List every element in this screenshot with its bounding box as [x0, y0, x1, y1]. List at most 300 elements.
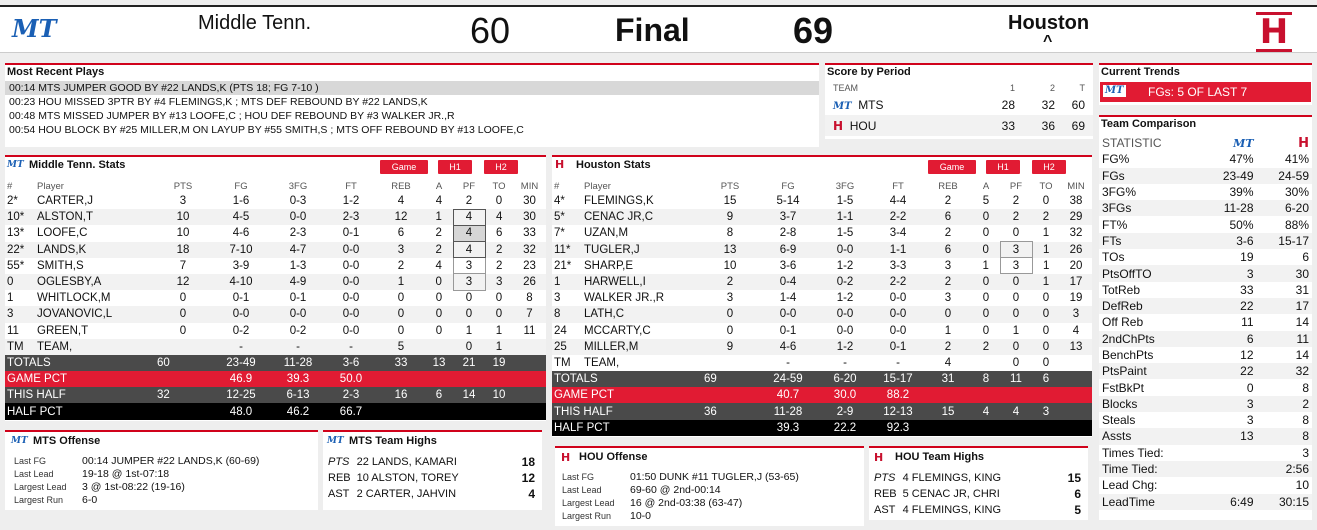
points: 0 [179, 324, 187, 337]
h1-button[interactable]: H1 [986, 160, 1020, 174]
free-throws: 4-4 [889, 195, 907, 208]
free-throws: 3-3 [889, 259, 907, 272]
rebounds: 12 [377, 209, 425, 225]
recent-plays-panel [5, 63, 819, 147]
turnovers: 0 [1032, 306, 1060, 322]
player-name: CENAC JR,C [582, 209, 702, 225]
column-header: # [7, 180, 13, 192]
comparison-row [1099, 184, 1312, 200]
minutes: 30 [523, 195, 536, 208]
field-goals: 3-7 [758, 209, 818, 225]
stat-name: Assts [1099, 428, 1201, 444]
rebounds: 31 [924, 371, 972, 387]
mts-value: 33 [1240, 282, 1254, 297]
rebounds [377, 403, 425, 419]
personal-fouls: 21 [453, 355, 485, 371]
player-row[interactable] [5, 274, 546, 290]
hou-value: 6 [1302, 250, 1309, 265]
h1-button[interactable]: H1 [438, 160, 472, 174]
three-pointers: 22.2 [818, 420, 872, 436]
hou-value: 15-17 [1257, 233, 1312, 249]
turnovers: 1 [1032, 242, 1060, 258]
rebounds: 2 [924, 274, 972, 290]
field-goals: 5-14 [776, 195, 800, 208]
field-goals: 1-4 [779, 292, 797, 305]
free-throws: 2-2 [872, 209, 924, 225]
points [155, 371, 211, 387]
points: 0 [179, 292, 187, 305]
three-pointers: 46.2 [271, 403, 325, 419]
assists [425, 371, 453, 387]
player-row[interactable] [552, 274, 1092, 290]
away-score: 60 [470, 10, 511, 51]
three-pointers: 0-2 [289, 324, 307, 337]
player-row[interactable] [5, 258, 546, 274]
turnovers: 1 [1032, 274, 1060, 290]
points: 13 [702, 242, 758, 258]
personal-fouls: 1 [1012, 324, 1020, 337]
minutes: 29 [1060, 209, 1092, 225]
minutes [1060, 403, 1092, 419]
turnovers: 3 [485, 274, 513, 290]
turnovers: 0 [1042, 292, 1050, 305]
home-team-name: Houston [1008, 12, 1090, 34]
team-comparison-panel [1099, 115, 1312, 520]
hou-value: 14 [1295, 348, 1309, 362]
player-name: WHITLOCK,M [37, 292, 111, 305]
trend-text: FGs: 5 OF LAST 7 [1148, 85, 1248, 99]
three-pointers: 39.3 [271, 371, 325, 387]
player-name: LOOFE,C [37, 227, 88, 240]
field-goals: - [786, 356, 790, 369]
assists: 0 [972, 306, 1000, 322]
h2-button[interactable]: H2 [1032, 160, 1066, 174]
jersey-number: TM [554, 356, 571, 369]
three-pointers: 4-7 [271, 242, 325, 258]
player-name: MILLER,M [582, 339, 702, 355]
team-comparison-title: Team Comparison [1101, 118, 1197, 130]
field-goals: 6-9 [758, 242, 818, 258]
hou-value: 8 [1257, 428, 1312, 444]
hou-value: 8 [1302, 413, 1309, 428]
three-pointers: 11-28 [271, 355, 325, 371]
mts-value [1201, 461, 1256, 477]
rebounds: 16 [377, 387, 425, 403]
score-by-period-panel [825, 63, 1093, 139]
mts-value: 23-49 [1201, 168, 1256, 184]
player-row[interactable] [5, 339, 546, 355]
free-throws: 3-6 [325, 355, 377, 371]
mts-stats-title: Middle Tenn. Stats [29, 159, 126, 171]
assists: 2 [435, 227, 442, 240]
player-row[interactable] [5, 193, 546, 209]
mt-logo-icon: MT [833, 100, 852, 112]
personal-fouls [453, 371, 485, 387]
offense-row [11, 480, 311, 493]
column-header: FT [345, 180, 357, 192]
row-label: HALF PCT [552, 420, 702, 436]
hou-value: 41% [1284, 152, 1309, 167]
mts-highs-panel [323, 430, 542, 510]
player-name: JOVANOVIC,L [35, 306, 155, 322]
stat-name: Off Reb [1102, 315, 1144, 330]
rebounds: 4 [397, 195, 405, 208]
player-name: TEAM, [584, 356, 620, 369]
personal-fouls: 11 [1000, 371, 1032, 387]
jersey-number: 3 [554, 292, 561, 305]
game-pct-row [552, 387, 1092, 403]
field-goals: 0-1 [779, 324, 797, 337]
comparison-row [1099, 282, 1312, 298]
player-row[interactable] [552, 355, 1092, 371]
period-table [825, 82, 1093, 94]
player-name: HARWELL,I [582, 274, 702, 290]
stat-name: TotReb [1102, 282, 1141, 297]
row-label: HALF PCT [5, 403, 155, 419]
field-goals: 0-2 [232, 324, 250, 337]
field-goals: 40.7 [758, 387, 818, 403]
field-goals: 46.9 [211, 371, 271, 387]
turnovers: 6 [496, 227, 503, 240]
high-player: 4 FLEMINGS, KING [902, 504, 1002, 516]
field-goals: 3-6 [779, 259, 797, 272]
half-pct-row [552, 420, 1092, 436]
hou-value: 24-59 [1257, 168, 1312, 184]
play-item: 00:54 HOU BLOCK BY #25 MILLER,M ON LAYUP BY #55 SMITH,S ; MTS OFF REBOUND BY #13 LOOFE,C [9, 124, 524, 136]
column-header: PTS [173, 180, 193, 192]
stat-name: FstBkPt [1102, 380, 1145, 395]
comparison-row [1099, 412, 1312, 428]
period-header: 1 [1009, 83, 1015, 93]
minutes: 26 [1060, 242, 1092, 258]
mts-value: 3 [1201, 396, 1256, 412]
minutes [1060, 371, 1092, 387]
jersey-number: 1 [552, 274, 582, 290]
player-name: LATH,C [582, 306, 702, 322]
mt-logo-icon: MT [11, 436, 28, 446]
offense-row [559, 470, 859, 483]
player-row[interactable] [5, 209, 546, 225]
player-row[interactable] [552, 225, 1092, 241]
comparison-header: STATISTIC [1102, 136, 1162, 151]
minutes: 3 [1060, 306, 1092, 322]
player-row[interactable] [5, 290, 546, 306]
rebounds: 3 [377, 242, 425, 258]
stat-name: FTs [1099, 233, 1201, 249]
turnovers: 19 [485, 355, 513, 371]
assists: 0 [972, 209, 1000, 225]
half-pct-row [5, 403, 546, 419]
turnovers: 0 [1032, 339, 1060, 355]
minutes: 33 [523, 227, 536, 240]
comparison-row [1099, 151, 1312, 167]
play-item: 00:48 MTS MISSED JUMPER BY #13 LOOFE,C ; HOU DEF REBOUND BY #3 WALKER JR.,R [9, 110, 455, 122]
turnovers: 0 [1042, 356, 1050, 369]
personal-fouls: 2 [465, 194, 473, 207]
jersey-number: 7* [554, 227, 565, 240]
assists [425, 339, 453, 355]
player-name: FLEMINGS,K [584, 195, 654, 208]
three-pointers: 4-9 [271, 274, 325, 290]
mts-value [1201, 445, 1256, 461]
offense-row [11, 493, 311, 506]
row-label: TOTALS [552, 371, 702, 387]
h2-button[interactable]: H2 [484, 160, 518, 174]
mt-logo-icon: MT [12, 14, 57, 43]
rebounds: 0 [924, 306, 972, 322]
rebounds: 6 [397, 227, 405, 240]
free-throws: 2-2 [872, 274, 924, 290]
player-row[interactable] [5, 323, 546, 339]
player-row[interactable] [552, 242, 1092, 258]
comparison-row [1099, 298, 1312, 314]
player-name: SHARP,E [584, 259, 634, 272]
hou-offense-title: HOU Offense [579, 451, 648, 463]
jersey-number: 11 [7, 324, 19, 337]
three-pointers: 0-2 [818, 274, 872, 290]
hou-stats-title: Houston Stats [576, 159, 651, 171]
free-throws: 0-0 [342, 324, 360, 337]
uh-logo-icon: H [1298, 136, 1309, 152]
comparison-row [1099, 347, 1312, 363]
player-row[interactable] [5, 242, 546, 258]
three-pointers: 1-1 [818, 209, 872, 225]
minutes [513, 387, 546, 403]
minutes: 32 [1069, 227, 1083, 240]
personal-fouls: 3 [453, 274, 485, 290]
jersey-number: 25 [552, 339, 582, 355]
points: 12 [155, 274, 211, 290]
rebounds: 1 [944, 324, 952, 337]
stats-header-row [5, 179, 546, 193]
period-score: 28 [1001, 97, 1015, 112]
turnovers: 1 [1043, 259, 1050, 272]
free-throws: 92.3 [872, 420, 924, 436]
column-header: Player [37, 180, 64, 192]
field-goals: 7-10 [211, 242, 271, 258]
offense-value: 6-0 [82, 493, 98, 506]
mts-value: 6:49 [1201, 494, 1256, 510]
stat-name: 3FG% [1102, 185, 1137, 200]
player-row[interactable] [552, 339, 1092, 355]
minutes [1060, 387, 1092, 403]
free-throws: 0-0 [342, 259, 360, 272]
assists: 0 [982, 292, 990, 305]
three-pointers: 30.0 [818, 387, 872, 403]
mts-value: 3 [1201, 265, 1256, 281]
period-total: 69 [1071, 118, 1085, 133]
turnovers: 4 [485, 209, 513, 225]
mts-value: 6 [1201, 331, 1256, 347]
free-throws: 2-3 [325, 387, 377, 403]
minutes: 23 [523, 259, 536, 272]
turnovers [1032, 387, 1060, 403]
turnovers: 2 [496, 259, 503, 272]
mts-highs-title: MTS Team Highs [349, 435, 437, 447]
three-pointers: 6-20 [818, 371, 872, 387]
high-value: 4 [528, 487, 535, 501]
free-throws: 50.0 [325, 371, 377, 387]
totals-row [552, 371, 1092, 387]
offense-value: 3 @ 1st-08:22 (19-16) [82, 480, 185, 493]
rebounds: 6 [924, 242, 972, 258]
player-row[interactable] [552, 306, 1092, 322]
mts-value: 11 [1241, 315, 1254, 330]
personal-fouls: 1 [465, 324, 473, 337]
uh-logo-icon: H [1256, 12, 1292, 52]
stat-name: 2ndChPts [1099, 331, 1201, 347]
period-score: 33 [1001, 118, 1015, 133]
hou-value: 30:15 [1257, 494, 1312, 510]
turnovers: 6 [1032, 371, 1060, 387]
game-flow-row [1099, 461, 1312, 477]
period-total: 60 [1071, 97, 1085, 112]
hou-value: 31 [1295, 282, 1309, 297]
comparison-row [1099, 200, 1312, 216]
player-row[interactable] [5, 306, 546, 322]
turnovers: 1 [1042, 227, 1050, 240]
mts-offense-panel [5, 430, 318, 510]
assists [972, 387, 1000, 403]
high-value: 15 [1067, 471, 1081, 485]
this-half-row [5, 387, 546, 403]
offense-row [11, 467, 311, 480]
jersey-number: 13* [7, 227, 25, 240]
player-row[interactable] [552, 323, 1092, 339]
points: 60 [155, 355, 211, 371]
high-stat: PTS [328, 456, 350, 468]
minutes [1060, 420, 1092, 436]
trend-bar [1100, 82, 1311, 102]
mts-stats-table [5, 179, 546, 420]
mts-value: 47% [1229, 152, 1254, 167]
turnovers: 0 [1042, 324, 1050, 337]
points: 10 [155, 209, 211, 225]
mts-offense-table [11, 454, 311, 506]
player-name: CARTER,J [37, 195, 94, 208]
free-throws: 1-2 [342, 195, 360, 208]
personal-fouls [1000, 387, 1032, 403]
player-row[interactable] [552, 290, 1092, 306]
turnovers: 2 [1032, 209, 1060, 225]
mts-value [1201, 477, 1256, 493]
turnovers [485, 371, 513, 387]
free-throws: 12-13 [872, 403, 924, 419]
personal-fouls: 0 [465, 292, 473, 305]
mt-logo-icon: MT [1233, 137, 1254, 151]
hou-value: 8 [1302, 380, 1309, 395]
stat-name: PtsOffTO [1099, 265, 1201, 281]
player-row[interactable] [552, 258, 1092, 274]
personal-fouls: 0 [1012, 227, 1020, 240]
player-row[interactable] [552, 193, 1092, 209]
personal-fouls: 4 [453, 225, 485, 241]
player-row[interactable] [5, 225, 546, 241]
points [702, 387, 758, 403]
free-throws: 0-0 [342, 292, 360, 305]
jersey-number: 22* [5, 242, 35, 258]
offense-row [559, 509, 859, 522]
column-header: 3FG [288, 180, 308, 192]
mts-value: 22 [1201, 298, 1256, 314]
uh-logo-icon: H [555, 158, 565, 171]
points: 3 [179, 195, 187, 208]
turnovers: 1 [485, 339, 513, 355]
game-button[interactable]: Game [928, 160, 976, 174]
high-stat: REB [328, 472, 351, 484]
field-goals: 4-10 [211, 274, 271, 290]
free-throws: 1-1 [872, 242, 924, 258]
game-button[interactable]: Game [380, 160, 428, 174]
points: 8 [726, 227, 734, 240]
assists: 0 [972, 242, 1000, 258]
comparison-row [1099, 233, 1312, 249]
hou-value: 2 [1257, 396, 1312, 412]
rebounds [924, 420, 972, 436]
hou-stats-table [552, 179, 1092, 436]
column-header: A [982, 180, 990, 192]
free-throws: 0-0 [872, 306, 924, 322]
offense-label: Largest Lead [14, 481, 67, 492]
rebounds: 2 [397, 259, 405, 272]
points: 15 [723, 195, 737, 208]
offense-row [559, 483, 859, 496]
player-name: TUGLER,J [582, 242, 702, 258]
personal-fouls: 0 [1000, 306, 1032, 322]
turnovers [485, 403, 513, 419]
free-throws: 88.2 [872, 387, 924, 403]
game-flow-row [1099, 477, 1312, 493]
three-pointers: 0-1 [289, 292, 307, 305]
offense-label: Last Lead [562, 484, 602, 495]
mts-value: 19 [1240, 250, 1254, 265]
jersey-number: 3 [5, 306, 35, 322]
assists: 2 [425, 242, 453, 258]
column-header: 3FG [835, 180, 855, 192]
hou-value: 30% [1284, 185, 1309, 200]
offense-row [559, 496, 859, 509]
row-label: THIS HALF [552, 403, 702, 419]
free-throws: 0-1 [872, 339, 924, 355]
assists: 0 [425, 274, 453, 290]
team-comparison-table [1099, 135, 1312, 510]
hou-value: 2:56 [1257, 461, 1312, 477]
offense-label: Last Lead [14, 468, 54, 479]
column-header: PF [1009, 180, 1023, 192]
three-pointers: - [271, 339, 325, 355]
three-pointers: 0-0 [271, 209, 325, 225]
rebounds: 3 [944, 292, 952, 305]
points: 0 [155, 306, 211, 322]
game-status: Final [615, 12, 690, 48]
hou-value: 11 [1257, 331, 1312, 347]
field-goals: - [211, 339, 271, 355]
rebounds: 6 [924, 209, 972, 225]
assists: 0 [982, 324, 990, 337]
hou-value: 6-20 [1257, 200, 1312, 216]
column-header: A [435, 180, 443, 192]
scoreboard-header [0, 5, 1317, 53]
player-row[interactable] [552, 209, 1092, 225]
offense-value: 10-0 [630, 509, 652, 522]
offense-label: Largest Run [562, 510, 612, 521]
hou-value: 3 [1302, 445, 1309, 460]
player-name: OGLESBY,A [35, 274, 155, 290]
offense-value: 16 @ 2nd-03:38 (63-47) [630, 496, 743, 509]
high-value: 5 [1074, 503, 1081, 517]
jersey-number: 5* [552, 209, 582, 225]
mts-value: 13 [1201, 428, 1256, 444]
